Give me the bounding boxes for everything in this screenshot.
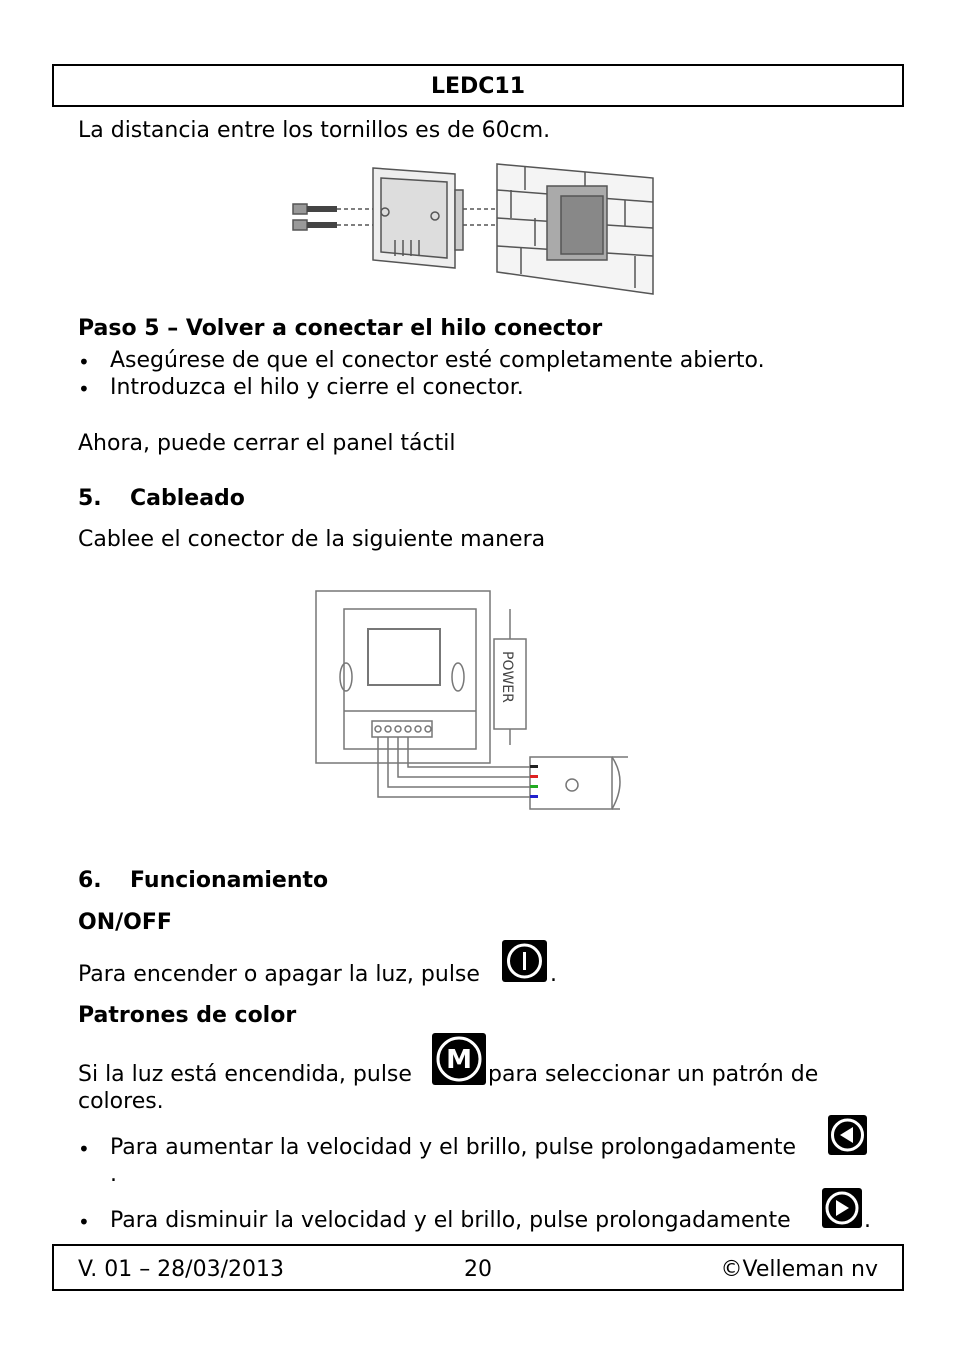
step5-bullet-2: Introduzca el hilo y cierre el conector.: [110, 375, 524, 400]
document-title: LEDC11: [430, 74, 526, 99]
screw-distance-text: La distancia entre los tornillos es de 60cm.: [78, 118, 551, 143]
section5-text: Cablee el conector de la siguiente manera: [78, 527, 546, 552]
power-button-icon: [502, 940, 547, 982]
next-button-icon: [822, 1188, 862, 1228]
increase-speed-suffix: .: [110, 1162, 117, 1187]
step5-title: Paso 5 – Volver a conectar el hilo conector: [78, 316, 603, 341]
bullet-dot: •: [78, 350, 90, 374]
step5-bullet-1: Asegúrese de que el conector esté completamente abierto.: [110, 348, 765, 373]
section6-title: Funcionamiento: [130, 868, 329, 893]
section5-number: 5.: [78, 486, 102, 511]
wire-green: [530, 785, 538, 788]
wire-black: [530, 765, 538, 768]
section5-title: Cableado: [130, 486, 245, 511]
onoff-suffix: .: [550, 962, 557, 987]
wire-red: [530, 775, 538, 778]
bullet-dot: •: [78, 1210, 90, 1234]
mode-button-letter: M: [446, 1045, 472, 1075]
mode-button-icon: [432, 1033, 486, 1085]
decrease-speed-suffix: .: [864, 1208, 871, 1233]
patterns-text-after: para seleccionar un patrón de: [488, 1062, 819, 1087]
wiring-diagram: [310, 585, 635, 820]
increase-speed-text: Para aumentar la velocidad y el brillo, pulse prolongadamente: [110, 1135, 797, 1160]
footer-version: V. 01 – 28/03/2013: [78, 1257, 284, 1282]
onoff-text: Para encender o apagar la luz, pulse: [78, 962, 480, 987]
footer-page-number: 20: [464, 1257, 492, 1282]
onoff-title: ON/OFF: [78, 910, 172, 935]
previous-button-icon: [828, 1115, 867, 1155]
footer-copyright: ©Velleman nv: [720, 1257, 878, 1282]
screw-head-top: [293, 204, 307, 214]
mounting-illustration: [285, 160, 660, 300]
patterns-text-line2: colores.: [78, 1089, 164, 1114]
power-label: POWER: [499, 651, 515, 703]
decrease-speed-text: Para disminuir la velocidad y el brillo, pulse prolongadamente: [110, 1208, 791, 1233]
bullet-dot: •: [78, 377, 90, 401]
screw-head-bottom: [293, 220, 307, 230]
section6-number: 6.: [78, 868, 102, 893]
patterns-title: Patrones de color: [78, 1003, 297, 1028]
page-footer: [52, 1244, 904, 1291]
step5-closing-text: Ahora, puede cerrar el panel táctil: [78, 431, 456, 456]
bullet-dot: •: [78, 1137, 90, 1161]
page-header: [52, 64, 904, 107]
led-strip: [530, 757, 612, 809]
patterns-text-before: Si la luz está encendida, pulse: [78, 1062, 412, 1087]
wire-blue: [530, 795, 538, 798]
